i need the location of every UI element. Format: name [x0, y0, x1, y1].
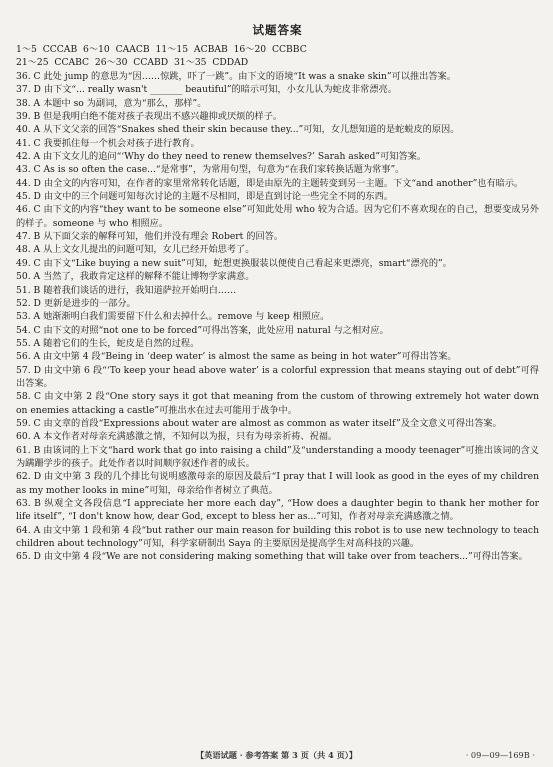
- answer-key-line: 1～5 CCCAB 6～10 CAACB 11～15 ACBAB 16～20 CCBBC: [16, 44, 307, 55]
- explanation-item: 37. D 由下文“... really wasn't _______ beautiful”的暗示可知，小女儿认为蛇皮非常漂亮。: [16, 84, 397, 96]
- explanation-item: 47. B 从下面父亲的解释可知，他们并没有理会 Robert 的回答。: [16, 231, 284, 243]
- explanation-item: 36. C 此处 jump 的意思为“因……惊跳，吓了一跳”。由下文的语境“It was a snake skin”可以推出答案。: [16, 71, 456, 82]
- explanation-item: 52. D 更新是进步的一部分。: [16, 297, 136, 309]
- explanation-item: 56. A 由文中第 4 段“Being in ‘deep water’ is almost the same as being in hot water”可得出答案。: [16, 351, 457, 363]
- explanation-item: 51. B 随着我们谈话的进行，我知道萨拉开始明白……: [16, 284, 237, 296]
- explanation-item: 58. C 由文中第 2 段“One story says it got that meaning from the custom of throwing extremely hot water down on enemies attacking a castle”可推出水在过去可能用于战争中。: [16, 391, 539, 416]
- explanation-item: 59. C 由文章的首段“Expressions about water are almost as common as water itself”及全文意义可得出答案。: [16, 417, 502, 429]
- page-title: 试题答案: [252, 23, 303, 37]
- explanation-item: 65. D 由文中第 4 段“We are not considering making something that will take over from teachers...”可得出答案。: [16, 551, 528, 563]
- explanation-item: 55. A 随着它们的生长，蛇皮是自然的过程。: [16, 337, 200, 349]
- explanation-item: 61. B 由该词的上下文“hard work that go into raising a child”及“understanding a moody teenager”可推出该词的含义为蹒跚学步的孩子。此处作者以时间顺序叙述作者的成长。: [16, 444, 539, 469]
- explanation-item: 43. C As is so often the case...“是常事”，为常用句型，句意为“在我们家转换话题为常事”。: [16, 164, 405, 176]
- page-footer: [0, 750, 553, 761]
- explanation-item: 64. A 由文中第 1 段和第 4 段“but rather our main reason for building this robot is to use new technology to teach children about technology”可知，科学家研制出 Saya 的主要原因是提高学生对高科技的兴趣。: [16, 524, 539, 550]
- explanation-item: 41. C 我要抓住每一个机会对孩子进行教育。: [16, 137, 200, 149]
- explanations-list: [16, 70, 539, 564]
- explanation-item: 57. D 由文中第 6 段“‘To keep your head above water’ is a colorful expression that means staying out of debt”可得出答案。: [16, 364, 539, 389]
- explanation-item: 54. C 由下文的对照“not one to be forced”可得出答案，此处应用 natural 与之相对应。: [16, 324, 389, 336]
- explanation-item: 42. A 由下文女儿的追问“‘Why do they need to renew themselves?’ Sarah asked”可知答案。: [16, 151, 427, 163]
- explanation-item: 48. A 从上文女儿提出的问题可知，女儿已经开始思考了。: [16, 244, 255, 256]
- explanation-item: 45. D 由文中的三个问题可知每次讨论的主题不尽相同，即是直到讨论一些完全不同的东西。: [16, 191, 393, 203]
- explanation-item: 44. D 由全文的内容可知，在作者的家里常常转化话题，即是由原先的主题转变到另一主题。下文“and another”也有暗示。: [16, 177, 524, 189]
- explanation-item: 60. A 本文作者对母亲充满感激之情，不知何以为报，只有为母亲祈祷、祝福。: [16, 431, 338, 443]
- explanation-item: 50. A 当然了，我敢肯定这样的解释不能让博物学家满意。: [16, 271, 255, 283]
- explanation-item: 53. A 她渐渐明白我们需要留下什么和去掉什么。remove 与 keep 相照应。: [16, 311, 330, 323]
- explanation-item: 49. C 由下文“Like buying a new suit”可知，蛇想更换服装以便使自己看起来更漂亮，smart“漂亮的”。: [16, 257, 452, 269]
- explanation-item: 63. B 纵观全文各段信息“I appreciate her more each day”, “How does a daughter begin to thank her mother for life itself”, “I don't know how, dear God, except to bless her as...”可知，作者对母亲充满感激之情。: [16, 498, 539, 523]
- footer-label: 【英语试题 · 参考答案 第 3 页（共 4 页）】: [195, 750, 358, 760]
- answer-key-line: 21～25 CCABC 26～30 CCABD 31～35 CDDAD: [16, 57, 249, 68]
- explanation-item: 62. D 由文中第 3 段的几个排比句说明感激母亲的原因及最后“I pray that I will look as good in the eyes of my children as my mother looks in mine”可知，母亲给作者树立了典范。: [16, 471, 539, 496]
- explanation-item: 40. A 从下文父亲的回答“Snakes shed their skin because they...”可知，女儿想知道的是蛇蜕皮的原因。: [16, 124, 460, 136]
- explanation-item: 38. A 本题中 so 为副词，意为“那么，那样”。: [16, 97, 207, 109]
- explanation-item: 39. B 但是我明白绝不能对孩子表现出不感兴趣抑或厌烦的样子。: [16, 111, 283, 123]
- footer-code: · 09—09—169B ·: [465, 750, 535, 760]
- explanation-item: 46. C 由下文的内容“they want to be someone else”可知此处用 who 较为合适。因为它们不喜欢现在的自己，想要变成另外的样子。someone 与 who 相照应。: [16, 204, 539, 229]
